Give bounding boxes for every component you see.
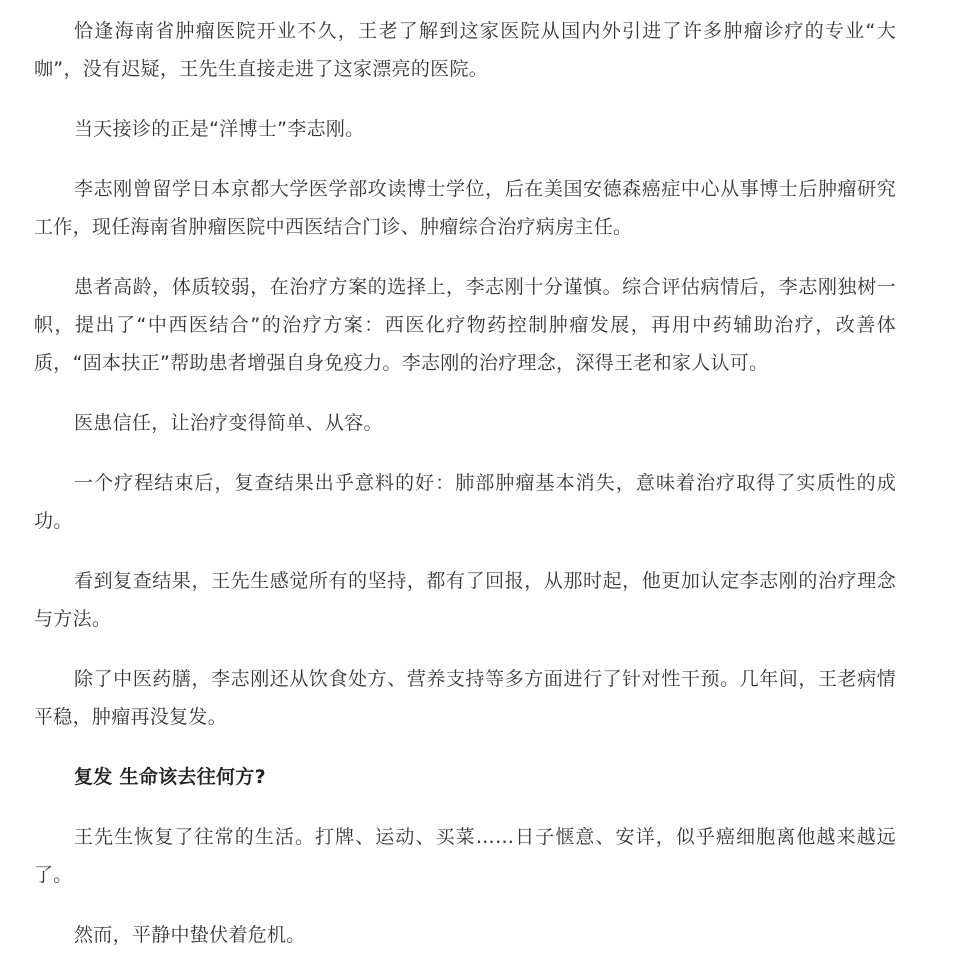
paragraph: 患者高龄，体质较弱，在治疗方案的选择上，李志刚十分谨慎。综合评估病情后，李志刚独树一帜，提出了“中西医结合”的治疗方案：西医化疗物药控制肿瘤发展，再用中药辅助治疗，改善体质，“固本扶正”帮助患者增强自身免疫力。李志刚的治疗理念，深得王老和家人认可。 [34, 276, 896, 374]
paragraph: 当天接诊的正是“洋博士”李志刚。 [74, 118, 365, 140]
paragraph: 医患信任，让治疗变得简单、从容。 [74, 412, 383, 434]
paragraph: 王先生恢复了往常的生活。打牌、运动、买菜……日子惬意、安详，似乎癌细胞离他越来越远了。 [34, 826, 896, 886]
paragraph: 看到复查结果，王先生感觉所有的坚持，都有了回报，从那时起，他更加认定李志刚的治疗理念与方法。 [34, 570, 896, 630]
paragraph: 一个疗程结束后，复查结果出乎意料的好：肺部肿瘤基本消失，意味着治疗取得了实质性的成功。 [34, 472, 896, 532]
paragraph: 恰逢海南省肿瘤医院开业不久，王老了解到这家医院从国内外引进了许多肿瘤诊疗的专业“大咖”，没有迟疑，王先生直接走进了这家漂亮的医院。 [34, 20, 896, 80]
section-heading: 复发 生命该去往何方? [74, 766, 266, 788]
paragraph: 除了中医药膳，李志刚还从饮食处方、营养支持等多方面进行了针对性干预。几年间，王老病情平稳，肿瘤再没复发。 [34, 668, 896, 728]
paragraph: 李志刚曾留学日本京都大学医学部攻读博士学位，后在美国安德森癌症中心从事博士后肿瘤研究工作，现任海南省肿瘤医院中西医结合门诊、肿瘤综合治疗病房主任。 [34, 178, 896, 238]
article-body [34, 12, 896, 976]
paragraph: 然而，平静中蛰伏着危机。 [74, 924, 306, 946]
